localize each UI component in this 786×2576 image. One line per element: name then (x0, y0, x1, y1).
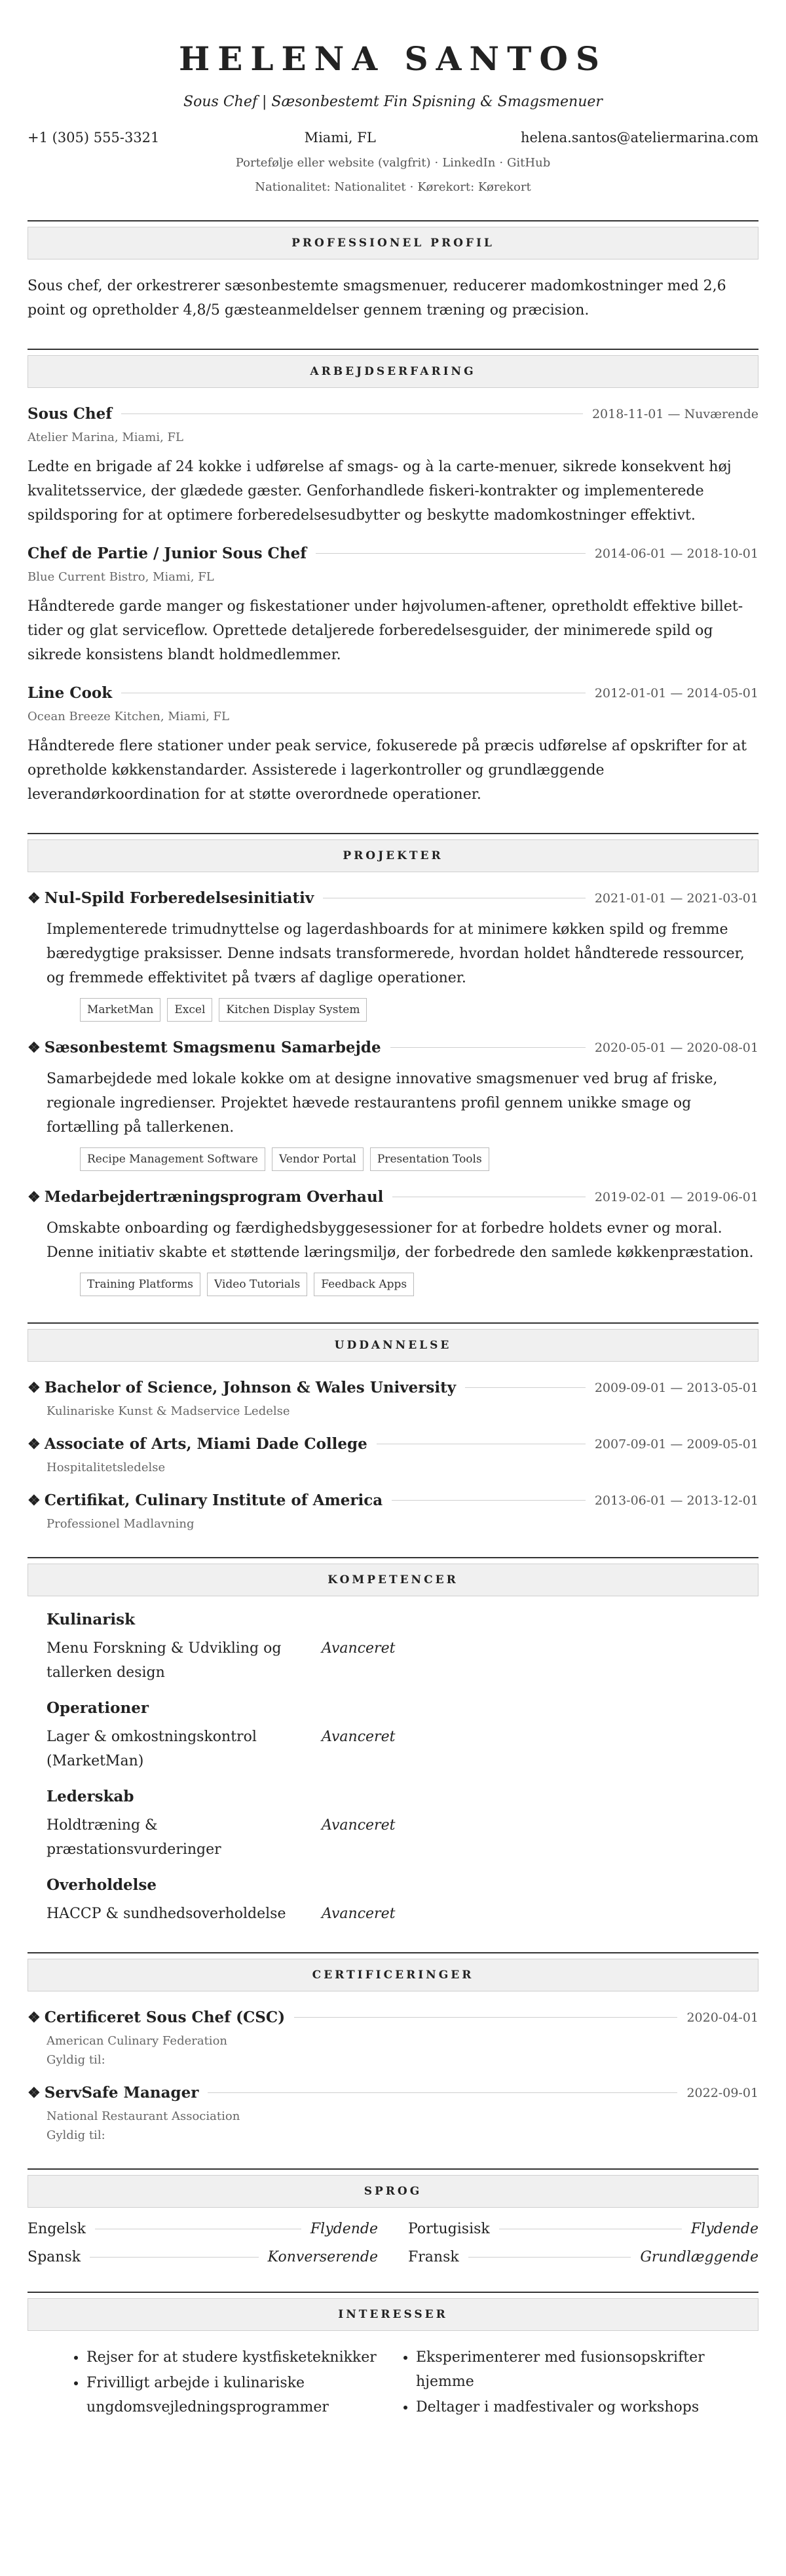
interest-item: • Frivilligt arbejde i kulinariske ungdomsvejledningsprogrammer (86, 2371, 383, 2419)
job-dates: 2012-01-01 — 2014-05-01 (594, 685, 758, 701)
tag: Feedback Apps (314, 1273, 414, 1296)
skill-level: Avanceret (322, 1640, 396, 1657)
job-dates: 2018-11-01 — Nuværende (591, 406, 758, 421)
skill-category: Operationer (47, 1699, 149, 1717)
linkedin-link[interactable]: LinkedIn (442, 156, 496, 170)
candidate-name: HELENA SANTOS (179, 39, 607, 78)
issuer: American Culinary Federation (47, 2034, 227, 2048)
diamond-bullet-icon: ❖ (28, 1379, 41, 1396)
tag: Video Tutorials (207, 1273, 307, 1296)
diamond-bullet-icon: ❖ (28, 1436, 41, 1453)
tag: Vendor Portal (272, 1147, 364, 1171)
project-dates: 2020-05-01 — 2020-08-01 (594, 1040, 758, 1055)
valid-until: Gyldig til: (47, 2053, 105, 2067)
phone[interactable]: +1 (305) 555-3321 (28, 130, 160, 145)
section-heading: SPROG (28, 2175, 758, 2208)
profile-text: Sous chef, der orkestrerer sæsonbestemte smagsmenuer, reducerer madomkostninger med 2,6 point og opretholder 4,8/5 gæsteanmeldelser gennem træning og præcision. (28, 278, 726, 318)
experience-entry (28, 545, 758, 667)
degree-title: Associate of Arts, Miami Dade College (44, 1435, 367, 1453)
project-dates: 2021-01-01 — 2021-03-01 (594, 891, 758, 906)
certification-date: 2022-09-01 (686, 2085, 758, 2100)
tag: Training Platforms (80, 1273, 200, 1296)
tag: MarketMan (80, 998, 160, 1022)
diamond-bullet-icon: ❖ (28, 890, 41, 907)
language-item (28, 2249, 378, 2265)
degree-title: Certifikat, Culinary Institute of America (44, 1491, 383, 1509)
tag-list (28, 1147, 758, 1171)
language-name: Fransk (408, 2249, 459, 2265)
certification-title: ServSafe Manager (44, 2084, 199, 2102)
job-description: Håndterede garde manger og fiskestationer under højvolumen-aftener, opretholdt effektive billet-tider og glat serviceflow. Oprettede detaljerede forberedelsesguider, der minimerede spild og sikrede konsistens blandt holdmedlemmer. (28, 598, 743, 663)
section-heading: PROJEKTER (28, 839, 758, 872)
project-description: Omskabte onboarding og færdighedsbyggesessioner for at forbedre holdets evner og moral. Denne initiativ skabte et støttende læringsmiljø, der forbedrede den samlede køkkenpræstation. (47, 1220, 754, 1261)
certification-entry (28, 2009, 758, 2067)
interest-item: • Rejser for at studere kystfisketeknikker (86, 2345, 383, 2370)
contact-row (28, 130, 758, 145)
education-entry (28, 1435, 758, 1474)
language-name: Spansk (28, 2249, 81, 2265)
links-line: Portefølje eller website (valgfrit) · LinkedIn · GitHub (235, 156, 551, 170)
employer: Blue Current Bistro, Miami, FL (28, 570, 214, 584)
skill-row (28, 1636, 758, 1685)
language-level: Grundlæggende (640, 2249, 758, 2265)
tag-list (28, 1273, 758, 1296)
project-entry (28, 889, 758, 1022)
field-of-study: Kulinariske Kunst & Madservice Ledelse (47, 1404, 290, 1418)
interest-item: • Deltager i madfestivaler og workshops (416, 2395, 758, 2419)
education-section (28, 1322, 758, 1531)
job-title: Sous Chef (28, 405, 113, 423)
issuer: National Restaurant Association (47, 2109, 240, 2123)
tagline: Sous Chef | Sæsonbestemt Fin Spisning & Smagsmenuer (183, 94, 603, 110)
degree-title: Bachelor of Science, Johnson & Wales University (44, 1379, 457, 1396)
language-level: Flydende (310, 2221, 378, 2237)
project-title: Sæsonbestemt Smagsmenu Samarbejde (44, 1039, 381, 1056)
education-dates: 2007-09-01 — 2009-05-01 (594, 1436, 758, 1451)
interests-list-right (403, 2345, 758, 2421)
skill-level: Avanceret (322, 1729, 396, 1745)
tag: Recipe Management Software (80, 1147, 265, 1171)
project-entry (28, 1039, 758, 1171)
language-level: Flydende (690, 2221, 758, 2237)
employer: Atelier Marina, Miami, FL (28, 431, 183, 444)
interests-section (28, 2292, 758, 2421)
certifications-section (28, 1952, 758, 2142)
experience-entry (28, 405, 758, 528)
section-heading: PROFESSIONEL PROFIL (28, 227, 758, 260)
email[interactable]: helena.santos@ateliermarina.com (520, 130, 758, 145)
job-dates: 2014-06-01 — 2018-10-01 (594, 546, 758, 561)
skill-category: Lederskab (47, 1788, 134, 1805)
language-name: Engelsk (28, 2221, 86, 2237)
language-item (408, 2249, 758, 2265)
nationality: Nationalitet: Nationalitet (255, 180, 406, 194)
skill-row (28, 1813, 758, 1862)
diamond-bullet-icon: ❖ (28, 2009, 41, 2026)
project-title: Nul-Spild Forberedelsesinitiativ (44, 889, 314, 907)
language-level: Konverserende (267, 2249, 378, 2265)
language-item (28, 2221, 378, 2237)
project-description: Samarbejdede med lokale kokke om at designe innovative smagsmenuer ved brug af friske, regionale ingredienser. Projektet hævede restaurantens profil gennem unikke smage og fortælling på tallerkenen. (47, 1071, 718, 1136)
interests-list-left (28, 2345, 383, 2421)
diamond-bullet-icon: ❖ (28, 1189, 41, 1206)
diamond-bullet-icon: ❖ (28, 2085, 41, 2102)
job-description: Håndterede flere stationer under peak service, fokuserede på præcis udførelse af opskrifter for at opretholde køkkenstandarder. Assisterede i lagerkontroller og grundlæggende leverandørkoordination for at støtte overordnede operationer. (28, 738, 747, 803)
tag-list (28, 998, 758, 1022)
language-name: Portugisisk (408, 2221, 490, 2237)
skill-row (28, 1725, 758, 1773)
skill-category: Kulinarisk (47, 1611, 136, 1628)
education-dates: 2009-09-01 — 2013-05-01 (594, 1380, 758, 1395)
certification-date: 2020-04-01 (686, 2010, 758, 2025)
section-heading: UDDANNELSE (28, 1329, 758, 1362)
languages-section (28, 2168, 758, 2265)
skill-category: Overholdelse (47, 1876, 157, 1894)
certification-title: Certificeret Sous Chef (CSC) (44, 2009, 286, 2026)
skills-section (28, 1557, 758, 1926)
skill-level: Avanceret (322, 1817, 396, 1834)
projects-section (28, 833, 758, 1296)
section-heading: ARBEJDSERFARING (28, 355, 758, 388)
field-of-study: Professionel Madlavning (47, 1517, 195, 1531)
education-entry (28, 1491, 758, 1531)
interest-item: • Eksperimenterer med fusionsopskrifter hjemme (416, 2345, 758, 2394)
location: Miami, FL (304, 130, 376, 145)
job-description: Ledte en brigade af 24 kokke i udførelse af smags- og à la carte-menuer, sikrede konsekvent høj kvalitetsservice, der glædede gæster. Genforhandlede fiskeri-kontrakter og implementerede spildsporing for at optimere forberedelsesudbytter og beskytte madomkostninger effektivt. (28, 459, 732, 524)
field-of-study: Hospitalitetsledelse (47, 1461, 166, 1474)
skill-name: Lager & omkostningskontrol (MarketMan) (47, 1729, 257, 1769)
tag: Excel (167, 998, 212, 1022)
education-dates: 2013-06-01 — 2013-12-01 (594, 1493, 758, 1508)
skill-level: Avanceret (322, 1906, 396, 1922)
job-title: Chef de Partie / Junior Sous Chef (28, 545, 307, 562)
project-entry (28, 1188, 758, 1296)
language-item (408, 2221, 758, 2237)
experience-entry (28, 684, 758, 807)
personal-info-line: Nationalitet: Nationalitet · Kørekort: Kørekort (255, 180, 531, 194)
project-title: Medarbejdertræningsprogram Overhaul (44, 1188, 384, 1206)
project-description: Implementerede trimudnyttelse og lagerdashboards for at minimere køkken spild og fremme bæredygtige praksisser. Denne indsats transformerede, hvordan holdet håndterede ressourcer, og fremmede effektivitet på tværs af daglige operationer. (47, 921, 745, 986)
education-entry (28, 1379, 758, 1418)
valid-until: Gyldig til: (47, 2128, 105, 2142)
section-heading: KOMPETENCER (28, 1564, 758, 1596)
github-link[interactable]: GitHub (507, 156, 551, 170)
tag: Kitchen Display System (219, 998, 367, 1022)
skill-row (28, 1902, 758, 1926)
experience-section (28, 349, 758, 807)
diamond-bullet-icon: ❖ (28, 1039, 41, 1056)
section-heading: CERTIFICERINGER (28, 1959, 758, 1991)
job-title: Line Cook (28, 684, 113, 702)
tag: Presentation Tools (370, 1147, 489, 1171)
diamond-bullet-icon: ❖ (28, 1492, 41, 1509)
skill-name: Holdtræning & præstationsvurderinger (47, 1817, 221, 1858)
drivers-license: Kørekort: Kørekort (417, 180, 531, 194)
section-heading: INTERESSER (28, 2298, 758, 2331)
skill-name: HACCP & sundhedsoverholdelse (47, 1906, 286, 1922)
project-dates: 2019-02-01 — 2019-06-01 (594, 1189, 758, 1204)
certification-entry (28, 2084, 758, 2142)
portfolio-link[interactable]: Portefølje eller website (valgfrit) (235, 156, 431, 170)
skill-name: Menu Forskning & Udvikling og tallerken design (47, 1640, 282, 1681)
employer: Ocean Breeze Kitchen, Miami, FL (28, 710, 229, 723)
profile-section (28, 220, 758, 322)
